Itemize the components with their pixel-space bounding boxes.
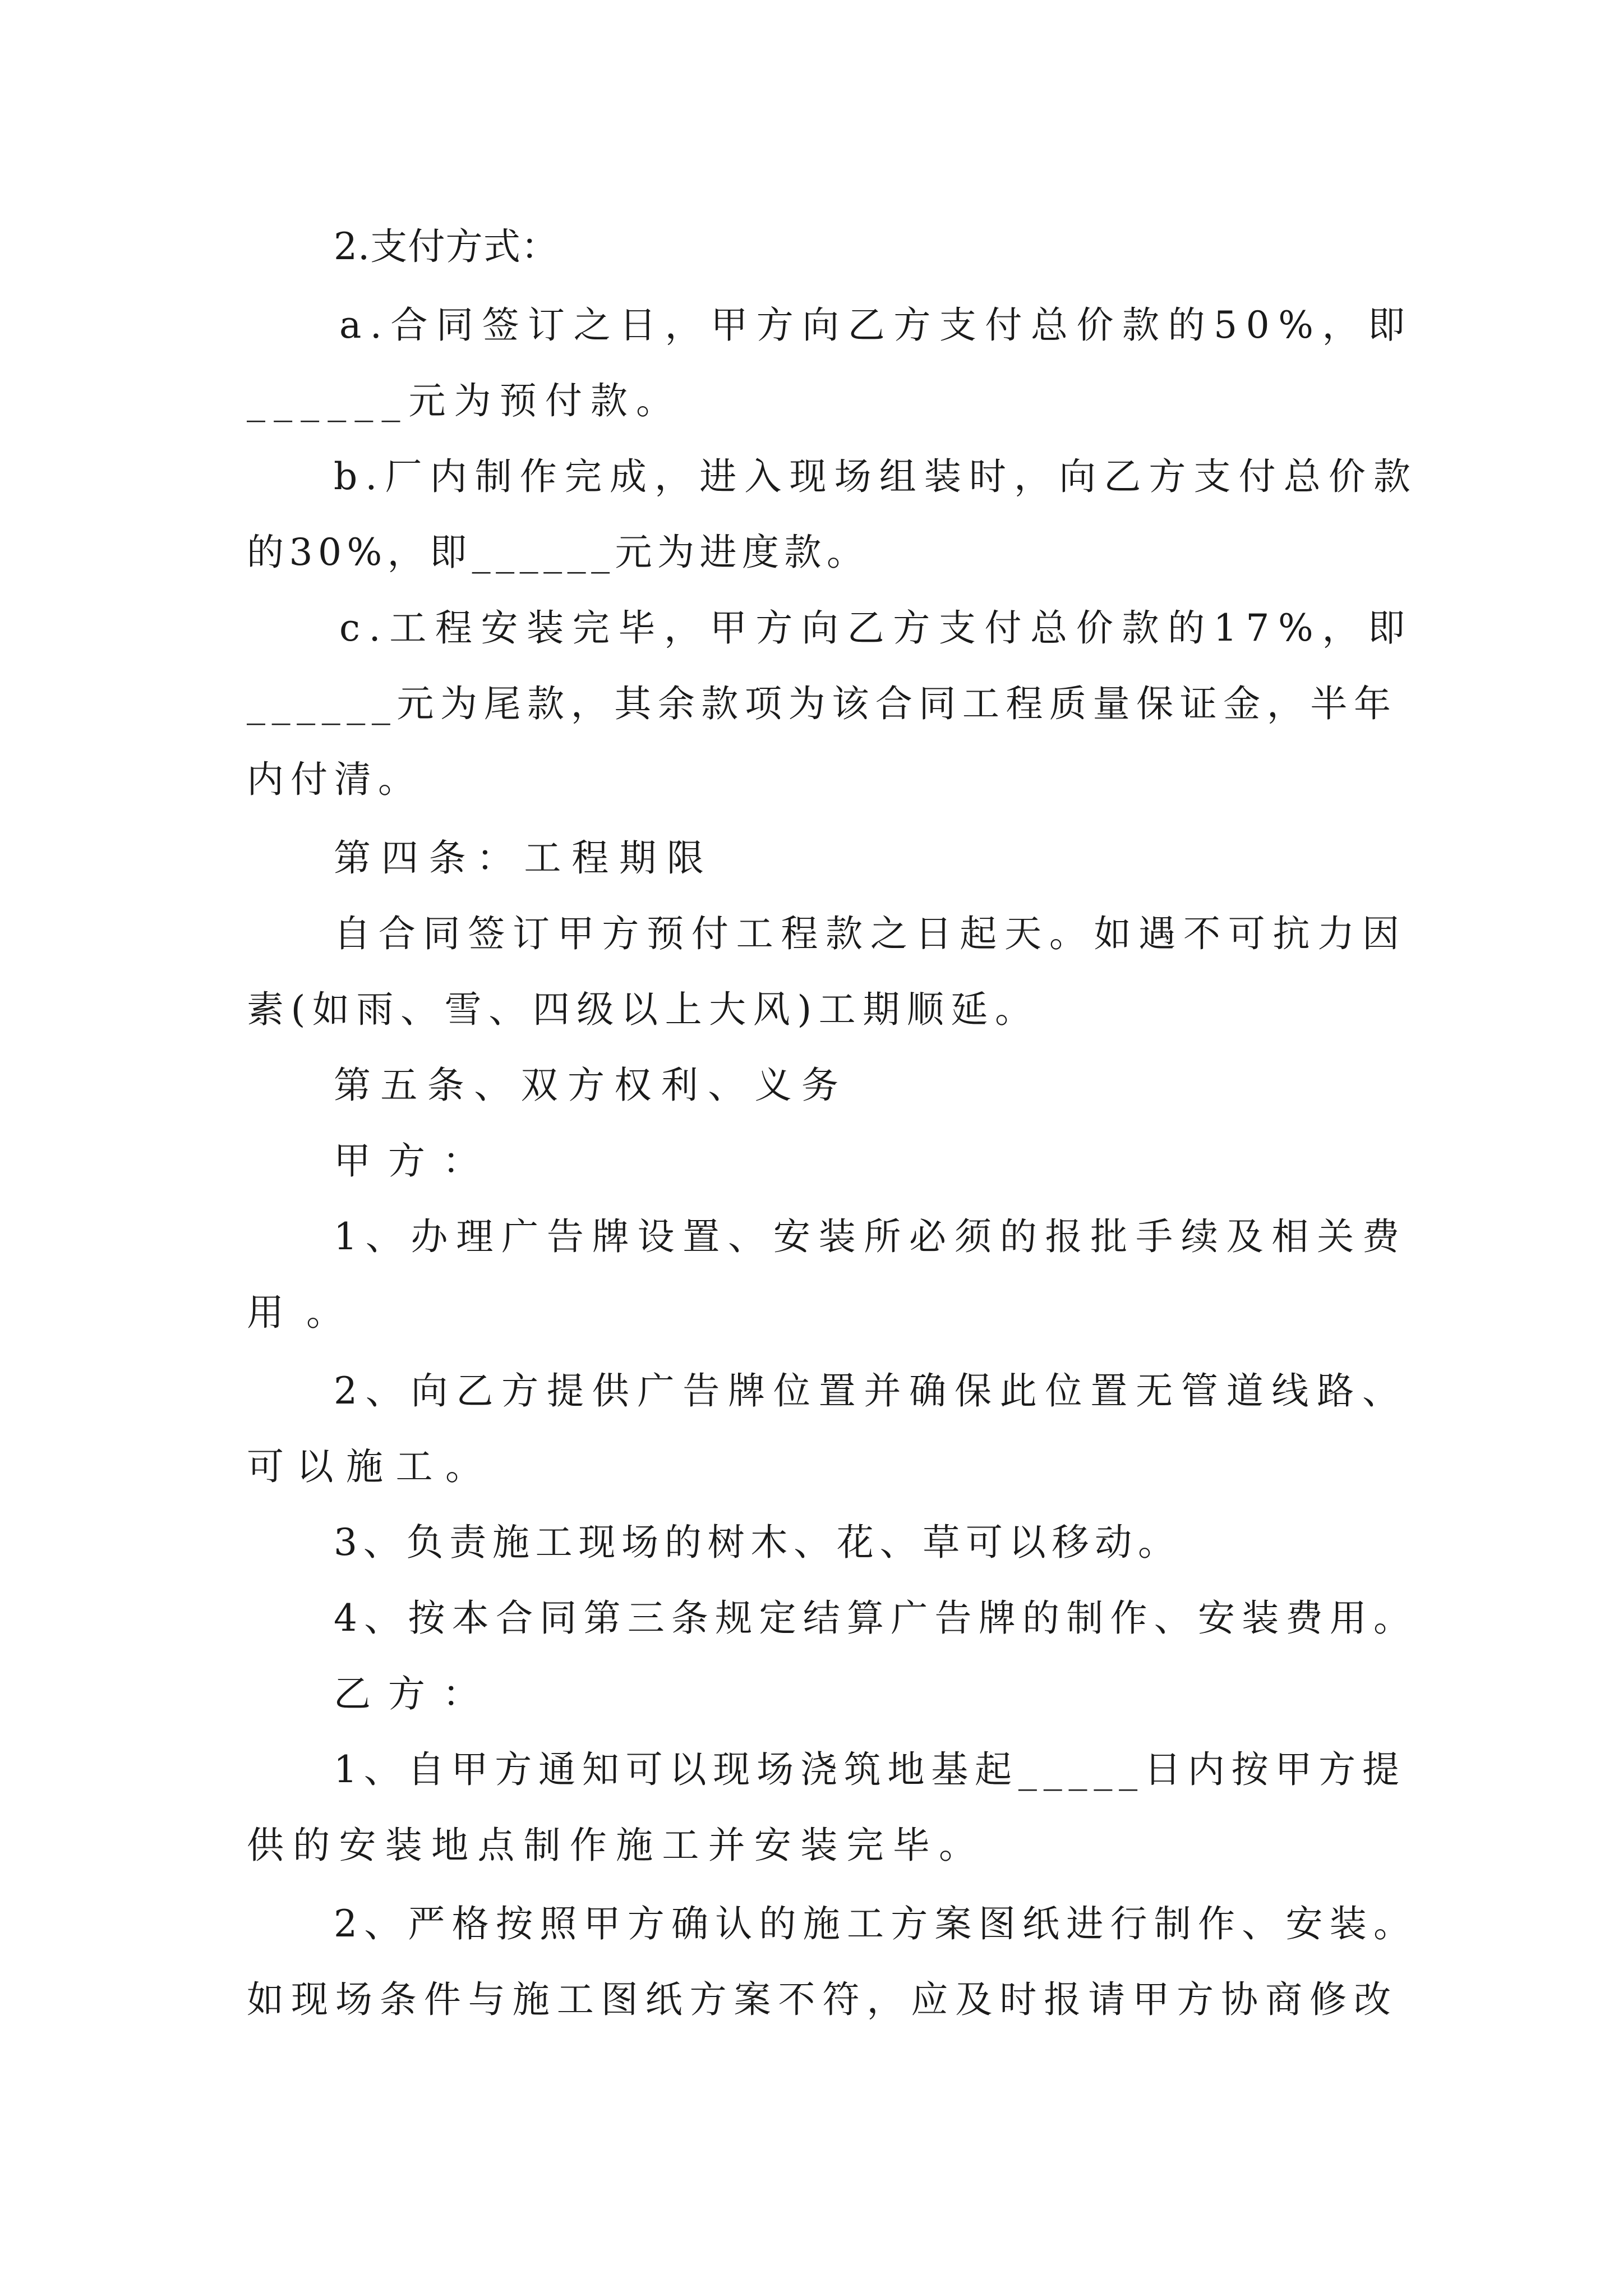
text-line: 4、按本合同第三条规定结算广告牌的制作、安装费用。 [334,1596,1418,1640]
text-line: a.合同签订之日，甲方向乙方支付总价款的50%，即 [339,303,1414,347]
text-line: 自合同签订甲方预付工程款之日起天。如遇不可抗力因 [334,912,1407,955]
text-line: 如现场条件与施工图纸方案不符，应及时报请甲方协商修改 [247,1978,1398,2021]
text-line: 可以施工。 [247,1445,495,1488]
text-line: 的30%，即______元为进度款。 [247,531,869,574]
payment-method-heading: 2.支付方式： [334,225,559,268]
party-a-heading: 甲方： [334,1139,497,1182]
text-line: 3、负责施工现场的树木、花、草可以移动。 [334,1521,1181,1564]
text-line: 2、严格按照甲方确认的施工方案图纸进行制作、安装。 [334,1902,1418,1945]
text-line: c.工程安装完毕，甲方向乙方支付总价款的17%，即 [339,606,1414,650]
text-line: 内付清。 [247,758,422,801]
text-line: 素(如雨、雪、四级以上大风)工期顺延。 [247,988,1039,1031]
article-5-heading: 第五条、双方权利、义务 [334,1064,849,1107]
text-line: 供的安装地点制作施工并安装完毕。 [247,1824,985,1867]
text-line: 1、自甲方通知可以现场浇筑地基起_____日内按甲方提 [334,1748,1406,1791]
text-line: 1、办理广告牌设置、安装所必须的报批手续及相关费 [334,1215,1408,1258]
text-line: ______元为尾款，其余款项为该合同工程质量保证金，半年 [247,682,1398,725]
article-4-heading: 第四条：工程期限 [334,836,714,880]
text-line: b.厂内制作完成，进入现场组装时，向乙方支付总价款 [334,455,1419,498]
party-b-heading: 乙方： [334,1672,497,1715]
text-line: 用。 [247,1291,366,1334]
text-line: 2、向乙方提供广告牌位置并确保此位置无管道线路、 [334,1369,1408,1412]
text-line: ______元为预付款。 [247,379,682,422]
